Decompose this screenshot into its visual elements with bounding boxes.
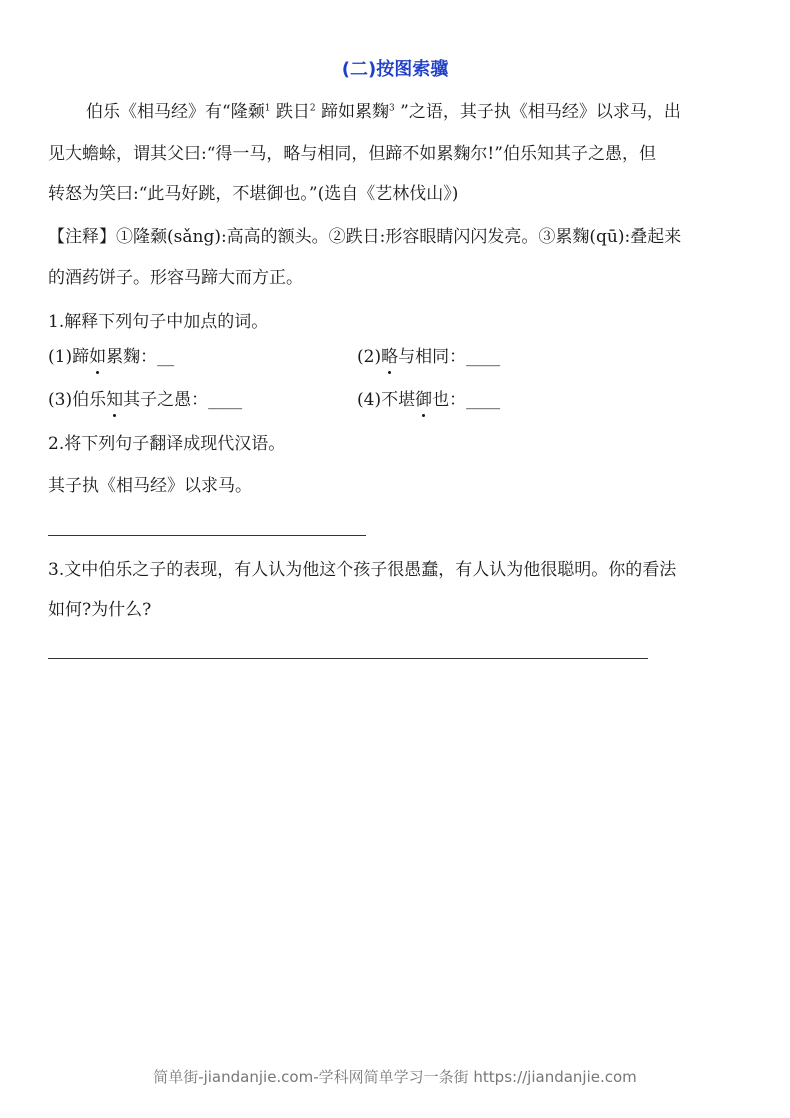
notes-line-1: 【注释】①隆颡(sǎng):高高的额头。②跌日:形容眼睛闪闪发亮。③累麴(qū):叠起来	[48, 227, 682, 247]
passage-text: 伯乐《相马经》有“隆颡	[86, 102, 265, 122]
question-3-answer-line[interactable]	[48, 658, 648, 659]
passage-line-3: 转怒为笑曰:“此马好跳，不堪御也。”(选自《艺林伐山》)	[48, 184, 459, 204]
answer-blank[interactable]: ____	[466, 390, 501, 410]
passage-line-2: 见大蟾蜍，谓其父曰:“得一马，略与相同，但蹄不如累麴尔!”伯乐知其子之愚，但	[48, 144, 656, 164]
section-title: (二)按图索骥	[341, 59, 449, 80]
item-text: 与相同：	[398, 347, 467, 367]
question-1-prompt: 1.解释下列句子中加点的词。	[48, 312, 269, 332]
dotted-word: 知	[106, 390, 124, 410]
item-text: 也：	[432, 390, 467, 410]
answer-blank[interactable]: ____	[208, 390, 243, 410]
passage-line-1	[86, 100, 681, 124]
footnote-marker: 2	[309, 103, 316, 114]
question-1-item-1	[48, 345, 174, 369]
passage-text: 蹄如累麴	[315, 102, 389, 122]
item-text: (4)不堪	[357, 390, 416, 410]
dotted-word: 如	[89, 347, 107, 367]
footer-watermark: 简单街-jiandanjie.com-学科网简单学习一条街 https://jiandanjie.com	[153, 1068, 637, 1086]
dotted-word: 略	[381, 347, 399, 367]
question-2-answer-line[interactable]	[48, 535, 366, 536]
notes-line-2: 的酒药饼子。形容马蹄大而方正。	[48, 268, 303, 288]
item-text: (2)	[357, 347, 382, 367]
question-1-item-4	[357, 388, 500, 412]
passage-text: 跌日	[270, 102, 310, 122]
answer-blank[interactable]: ____	[466, 347, 501, 367]
answer-blank[interactable]: __	[157, 347, 175, 367]
question-2-sentence: 其子执《相马经》以求马。	[48, 476, 252, 496]
item-text: (1)蹄	[48, 347, 90, 367]
passage-text: ”之语，其子执《相马经》以求马，出	[394, 102, 681, 122]
footnote-marker: 3	[388, 103, 395, 114]
footnote-marker: 1	[264, 103, 271, 114]
question-3-line-1: 3.文中伯乐之子的表现，有人认为他这个孩子很愚蠢，有人认为他很聪明。你的看法	[48, 560, 677, 580]
item-text: (3)伯乐	[48, 390, 107, 410]
dotted-word: 御	[415, 390, 433, 410]
item-text: 累麴：	[106, 347, 158, 367]
question-2-prompt: 2.将下列句子翻译成现代汉语。	[48, 434, 286, 454]
item-text: 其子之愚：	[123, 390, 209, 410]
question-1-item-2	[357, 345, 500, 369]
question-1-item-3	[48, 388, 242, 412]
question-3-line-2: 如何?为什么?	[48, 600, 152, 620]
